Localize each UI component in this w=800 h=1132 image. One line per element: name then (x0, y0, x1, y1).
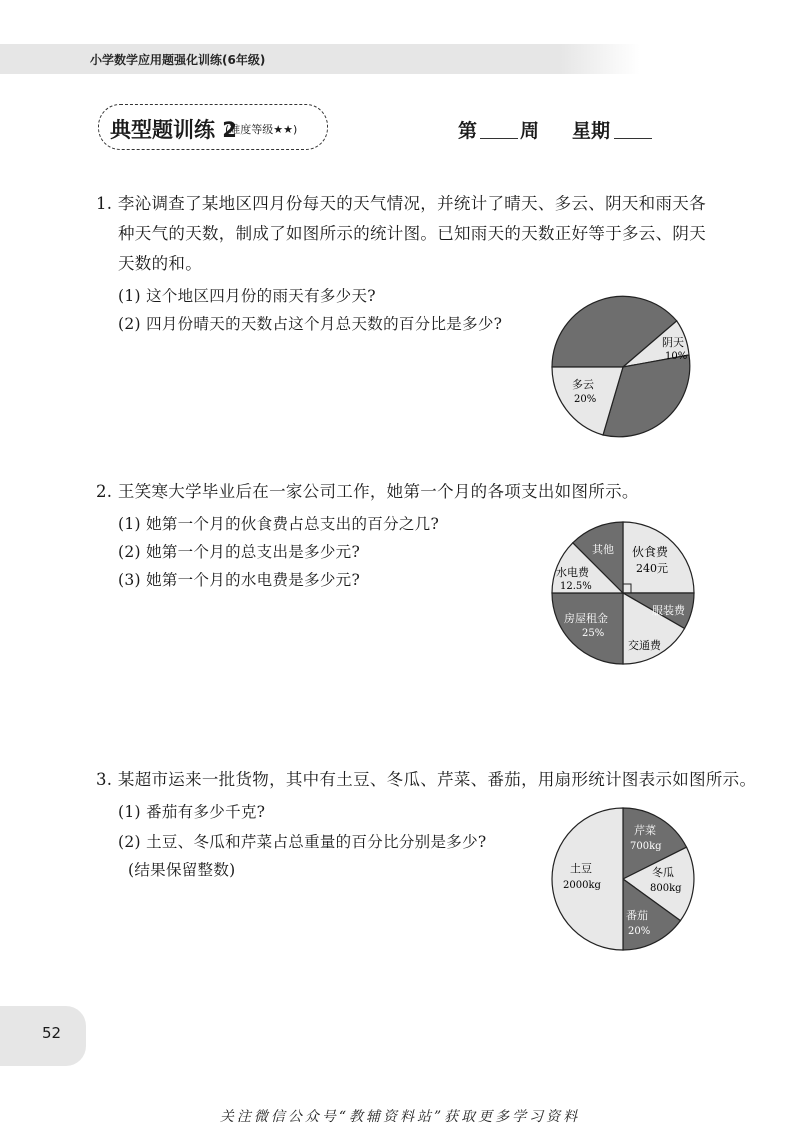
q1-line-2: 种天气的天数，制成了如图所示的统计图。已知雨天的天数正好等于多云、阴天 (118, 224, 706, 243)
q3-wax-name: 冬瓜 (652, 866, 674, 879)
q2-food-value: 240元 (636, 562, 668, 575)
week-blank (480, 138, 518, 139)
q3-intro: 3. 某超市运来一批货物，其中有土豆、冬瓜、芹菜、番茄，用扇形统计图表示如图所示。 (96, 770, 757, 789)
q2-utility-value: 12.5% (560, 581, 592, 592)
q3-tomato-name: 番茄 (626, 909, 648, 922)
q3-celery-name: 芹菜 (634, 824, 656, 837)
section-title: 典型题训练 2 (110, 118, 237, 142)
q1-overcast-name: 阴天 (662, 336, 684, 349)
difficulty-label: (难度等级★★) (225, 123, 298, 136)
q1-sub-1: (1) 这个地区四月份的雨天有多少天? (118, 287, 376, 305)
week-label-3: 星期 (572, 120, 611, 142)
q2-pie-chart (548, 518, 698, 668)
q2-utility-name: 水电费 (556, 566, 589, 579)
q2-intro: 2. 王笑寒大学毕业后在一家公司工作，她第一个月的各项支出如图所示。 (96, 482, 639, 501)
q2-rent-name: 房屋租金 (564, 612, 608, 625)
q3-potato-value: 2000kg (563, 880, 601, 891)
weekday-blank (614, 138, 652, 139)
q2-sub-2: (2) 她第一个月的总支出是多少元? (118, 543, 361, 561)
q3-tomato-value: 20% (628, 926, 651, 937)
q2-other-label: 其他 (592, 543, 614, 556)
q3-sub-2: (2) 土豆、冬瓜和芹菜占总重量的百分比分别是多少? (118, 833, 487, 851)
q2-transport-label: 交通费 (628, 639, 661, 652)
book-title: 小学数学应用题强化训练(6年级) (90, 53, 266, 67)
q3-sub-1: (1) 番茄有多少千克? (118, 803, 266, 821)
week-label-2: 周 (520, 120, 540, 142)
q1-pie-chart (548, 292, 698, 442)
q2-rent-value: 25% (582, 628, 605, 639)
week-label-1: 第 (458, 120, 478, 142)
q1-cloudy-value: 20% (574, 394, 597, 405)
q3-potato-name: 土豆 (570, 862, 592, 875)
q1-line-3: 天数的和。 (118, 254, 202, 273)
q2-food-name: 伙食费 (632, 545, 669, 559)
q2-sub-1: (1) 她第一个月的伙食费占总支出的百分之几? (118, 515, 440, 533)
q3-pie-chart (548, 804, 698, 954)
footer-note: 关注微信公众号“教辅资料站”获取更多学习资料 (219, 1109, 581, 1125)
q3-celery-value: 700kg (630, 841, 662, 852)
q2-sub-3: (3) 她第一个月的水电费是多少元? (118, 571, 361, 589)
q3-sub-3: (结果保留整数) (128, 861, 236, 879)
q3-slice-potato (552, 808, 623, 950)
q1-cloudy-name: 多云 (572, 378, 594, 391)
q2-clothing-label: 服装费 (652, 604, 685, 617)
q1-sub-2: (2) 四月份晴天的天数占这个月总天数的百分比是多少? (118, 315, 503, 333)
q1-line-1: 1. 李沁调查了某地区四月份每天的天气情况，并统计了晴天、多云、阴天和雨天各 (96, 194, 706, 213)
q1-overcast-value: 10% (665, 351, 688, 362)
q3-wax-value: 800kg (650, 883, 682, 894)
page-number: 52 (42, 1024, 62, 1042)
